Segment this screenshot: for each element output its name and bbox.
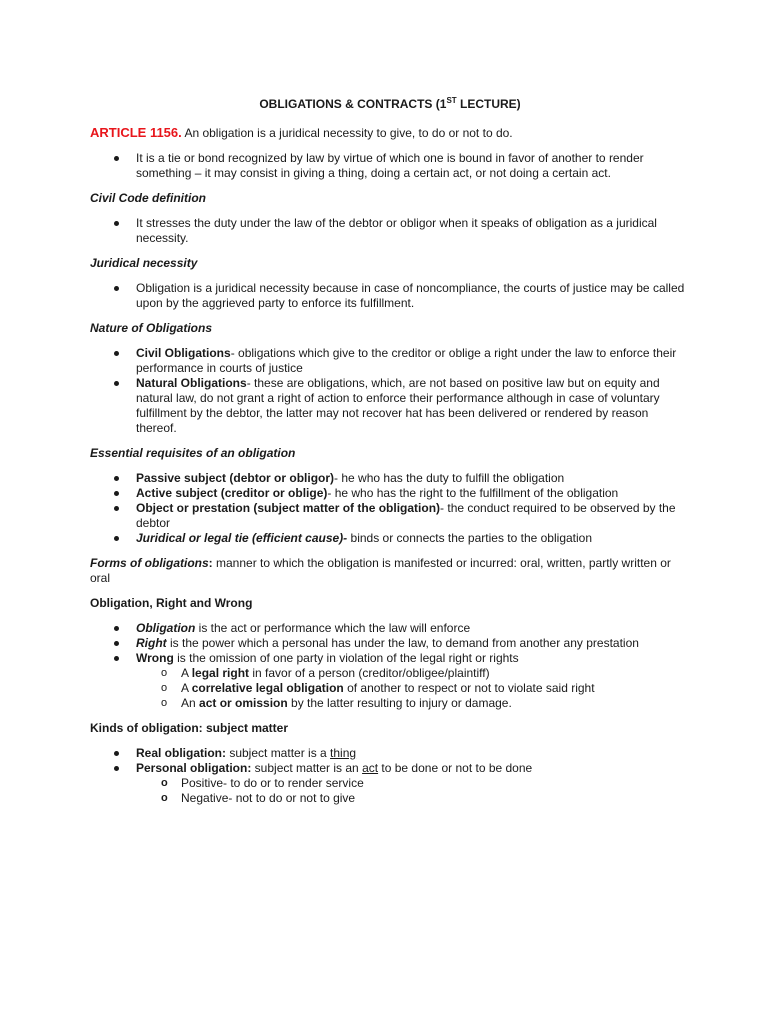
definition: is the power which a personal has under the law, to demand from another any prestation — [166, 636, 639, 650]
term: legal right — [191, 666, 250, 680]
list-item — [90, 761, 690, 806]
definition: by the latter resulting to injury or damage. — [287, 696, 512, 710]
sub-list-item — [136, 666, 690, 681]
circle-bullet-icon: o — [161, 682, 168, 694]
term: Obligation — [136, 621, 196, 635]
wrong-elements-list — [136, 666, 690, 711]
sub-list-item — [136, 681, 690, 696]
bullet-icon — [114, 751, 119, 756]
term: Natural Obligations — [136, 376, 247, 390]
document-body — [90, 93, 690, 816]
term: Active subject (creditor or oblige) — [136, 486, 328, 500]
term: Wrong — [136, 651, 174, 665]
kinds-list — [90, 746, 690, 806]
bullet-icon — [114, 381, 119, 386]
forms-text: manner to which the obligation is manifested or incurred: oral, written, partly written or oral — [90, 556, 671, 585]
bullet-icon — [114, 476, 119, 481]
circle-bullet-icon: o — [161, 777, 168, 789]
term: Passive subject (debtor or obligor) — [136, 471, 335, 485]
bullet-icon — [114, 506, 119, 511]
list-item — [90, 281, 690, 311]
term: Object or prestation (subject matter of the obligation) — [136, 501, 441, 515]
sub-list-item — [136, 791, 690, 806]
definition-end: to be done or not to be done — [378, 761, 533, 775]
underlined-word: thing — [330, 746, 357, 760]
requisites-list — [90, 471, 690, 546]
list-item — [90, 651, 690, 711]
forms-of-obligations — [90, 556, 690, 586]
term: Juridical or legal tie (efficient cause)- — [136, 531, 348, 545]
definition: - he who has the duty to fulfill the obligation — [334, 471, 565, 485]
definition: of another to respect or not to violate said right — [343, 681, 595, 695]
definition: subject matter is an — [251, 761, 363, 775]
article-bullets — [90, 151, 690, 181]
obligation-right-wrong-list — [90, 621, 690, 711]
term: Civil Obligations — [136, 346, 231, 360]
sub-item-prefix: A — [181, 666, 192, 680]
bullet-icon — [114, 626, 119, 631]
definition: is the omission of one party in violation of the legal right or rights — [173, 651, 519, 665]
definition: in favor of a person (creditor/obligee/plaintiff) — [249, 666, 490, 680]
list-item-text: Obligation is a juridical necessity because in case of noncompliance, the courts of justice may be called upon by the aggrieved party to enforce its fulfillment. — [136, 281, 685, 310]
term: act or omission — [199, 696, 288, 710]
section-heading: Civil Code definition — [90, 191, 206, 205]
term: Real obligation: — [136, 746, 226, 760]
title-text: OBLIGATIONS & CONTRACTS (1 — [259, 97, 447, 111]
bullet-icon — [114, 766, 119, 771]
underlined-word: act — [362, 761, 379, 775]
list-item — [90, 216, 690, 246]
civil-code-list — [90, 216, 690, 246]
sub-item-text: Negative- not to do or not to give — [181, 791, 356, 805]
definition: is the act or performance which the law will enforce — [195, 621, 471, 635]
bullet-icon — [114, 351, 119, 356]
list-item — [90, 621, 690, 636]
circle-bullet-icon: o — [161, 697, 168, 709]
title-superscript: ST — [446, 96, 457, 105]
article-text: An obligation is a juridical necessity to give, to do or not to do. — [181, 126, 513, 140]
circle-bullet-icon: o — [161, 667, 168, 679]
definition: - he who has the right to the fulfillment of the obligation — [327, 486, 619, 500]
bullet-icon — [114, 656, 119, 661]
sub-item-text: Positive- to do or to render service — [181, 776, 364, 790]
forms-lead: Forms of obligations — [90, 556, 209, 570]
definition: - the conduct required to be observed by the debtor — [136, 501, 676, 530]
section-heading: Kinds of obligation: subject matter — [90, 721, 289, 735]
bullet-icon — [114, 536, 119, 541]
section-heading: Juridical necessity — [90, 256, 198, 270]
list-item — [90, 636, 690, 651]
sub-item-prefix: An — [181, 696, 200, 710]
definition: subject matter is a — [226, 746, 331, 760]
title-text-end: LECTURE) — [456, 97, 521, 111]
definition: - these are obligations, which, are not based on positive law but on equity and natural law, do not grant a right of action to enforce their performance although in case of voluntary fulfillment by the debtor, the latter may not recover hat has been delivered or rendered by reason thereof. — [136, 376, 660, 435]
list-item-text: It stresses the duty under the law of the debtor or obligor when it speaks of obligation as a juridical necessity. — [136, 216, 657, 245]
article-1156 — [90, 125, 690, 141]
bullet-icon — [114, 641, 119, 646]
juridical-necessity-list — [90, 281, 690, 311]
list-item — [90, 531, 690, 546]
nature-list — [90, 346, 690, 436]
list-item — [90, 471, 690, 486]
list-item-text: It is a tie or bond recognized by law by virtue of which one is bound in favor of another to render something – it may consist in giving a thing, doing a certain act, or not doing a certain act. — [136, 151, 644, 180]
document-title — [90, 93, 690, 112]
sub-list-item — [136, 776, 690, 791]
sub-item-prefix: A — [181, 681, 192, 695]
bullet-icon — [114, 286, 119, 291]
bullet-icon — [114, 491, 119, 496]
definition: - obligations which give to the creditor or oblige a right under the law to enforce their performance in courts of justice — [136, 346, 677, 375]
term: Right — [136, 636, 167, 650]
list-item — [90, 746, 690, 761]
circle-bullet-icon: o — [161, 792, 168, 804]
definition: binds or connects the parties to the obligation — [347, 531, 593, 545]
list-item — [90, 501, 690, 531]
list-item — [90, 151, 690, 181]
section-heading: Obligation, Right and Wrong — [90, 596, 253, 610]
section-heading: Nature of Obligations — [90, 321, 213, 335]
term: Personal obligation: — [136, 761, 252, 775]
personal-obligation-sublist — [136, 776, 690, 806]
forms-colon: : — [208, 556, 213, 570]
list-item — [90, 346, 690, 376]
article-label: ARTICLE 1156. — [90, 125, 182, 140]
list-item — [90, 376, 690, 436]
list-item — [90, 486, 690, 501]
sub-list-item — [136, 696, 690, 711]
section-heading: Essential requisites of an obligation — [90, 446, 296, 460]
bullet-icon — [114, 221, 119, 226]
term: correlative legal obligation — [191, 681, 344, 695]
bullet-icon — [114, 156, 119, 161]
